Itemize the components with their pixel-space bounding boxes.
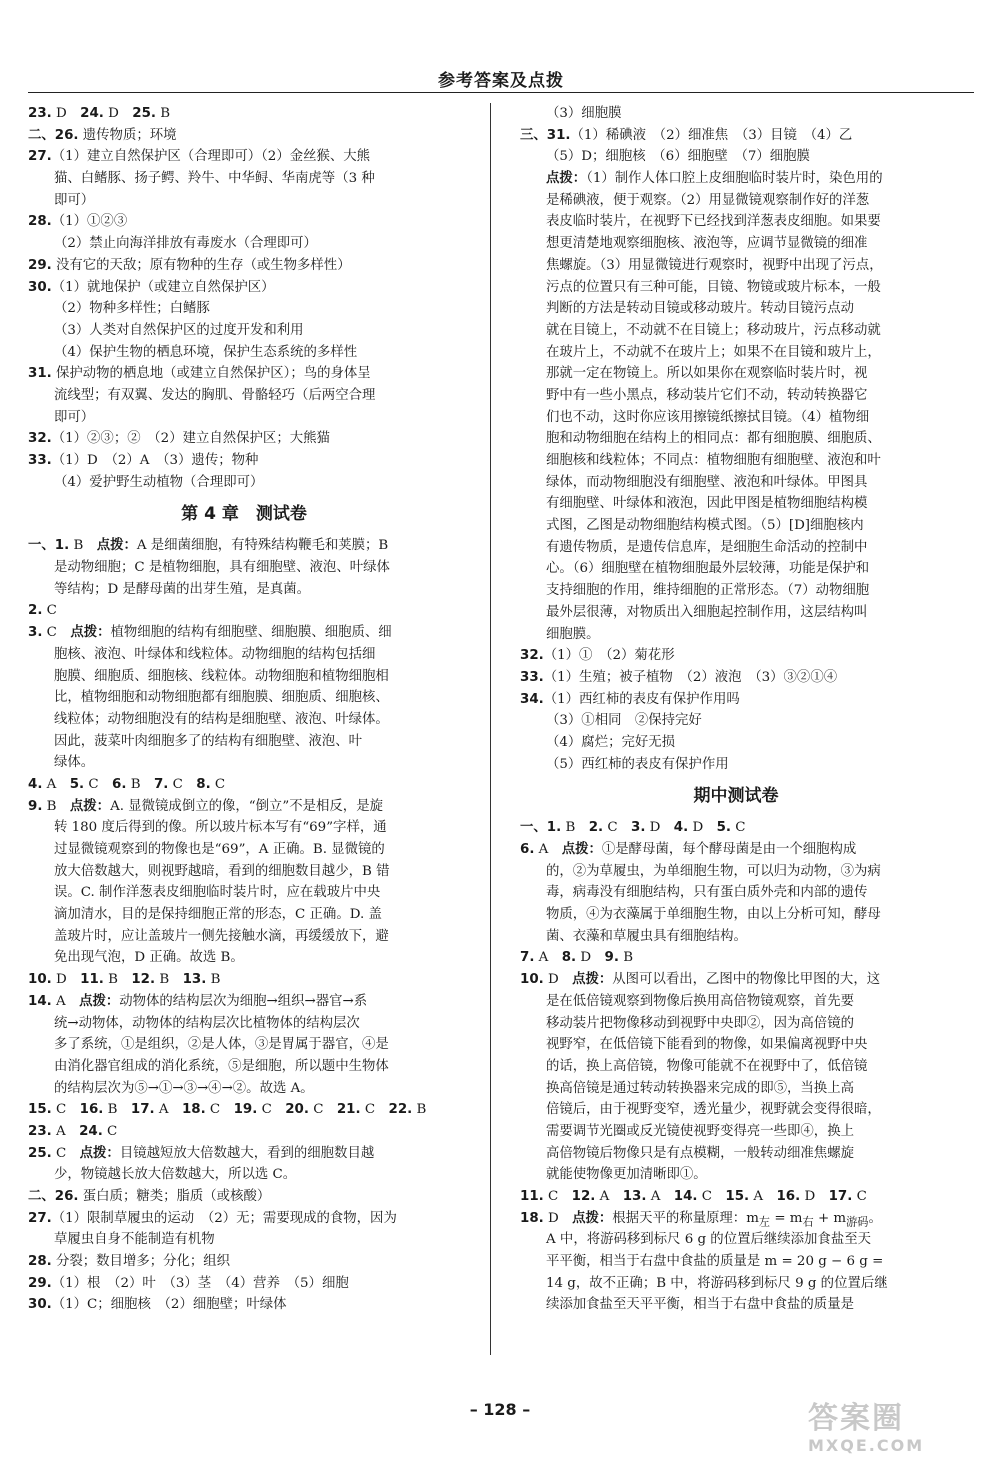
answer-line: 少，物镜越长放大倍数越大，所以选 C。: [54, 1167, 297, 1183]
answer-line: 25. C 点拨：目镜越短放大倍数越大，看到的细胞数目越: [28, 1145, 375, 1161]
answer-line: 是动物细胞；C 是植物细胞，具有细胞壁、液泡、叶绿体: [54, 560, 390, 576]
answer-line: 34.（1）西红柿的表皮有保护作用吗: [520, 691, 740, 707]
answer-line: （2）物种多样性；白鳍豚: [54, 301, 210, 317]
answer-line: 28. 分裂；数目增多；分化；组织: [28, 1254, 231, 1270]
answer-line: 23. A 24. C: [28, 1123, 118, 1139]
answer-line: 污点的位置只有三种可能，目镜、物镜或玻片标本，一般: [546, 279, 881, 295]
answer-line: 心。（6）细胞壁在植物细胞最外层较薄，功能是保护和: [546, 561, 870, 577]
answer-line: 就能使物像更加清晰即①。: [546, 1167, 707, 1183]
answer-line: 是在低倍镜观察到物像后换用高倍物镜观察，首先要: [546, 993, 854, 1009]
answer-line: （3）①相同 ②保持完好: [546, 713, 702, 729]
answer-line: A 中，将游码移到标尺 6 g 的位置后继续添加食盐至天: [546, 1232, 871, 1248]
answer-line: 有细胞壁、叶绿体和液泡，因此甲图是植物细胞结构模: [546, 496, 868, 512]
answer-line: 28.（1）①②③: [28, 214, 128, 230]
answer-line: 9. B 点拨：A. 显微镜成倒立的像，“倒立”不是相反，是旋: [28, 798, 383, 814]
answer-line: 18. D 点拨：根据天平的称量原理：$m_左 = m_右 + m_{游码}$。: [520, 1210, 882, 1229]
answer-line: 物质，④为衣藻属于单细胞生物，由以上分析可知，酵母: [546, 907, 881, 923]
header-rule: [28, 92, 974, 93]
answer-line: 续添加食盐至天平平衡，相当于右盘中食盐的质量是: [546, 1297, 854, 1313]
answer-line: 23. D 24. D 25. B: [28, 106, 171, 121]
answer-line: 由消化器官组成的消化系统，⑤是细胞，所以题中生物体: [54, 1058, 389, 1074]
answer-line: 视野窄，在低倍镜下能看到的物像，如果偏离视野中央: [546, 1037, 868, 1053]
answer-line: 15. C 16. B 17. A 18. C 19. C 20. C 21. C 22. B: [28, 1102, 427, 1118]
answer-line: 3. C 点拨：植物细胞的结构有细胞壁、细胞膜、细胞质、细: [28, 625, 392, 641]
answer-line: 移动装片把物像移动到视野中央即②，因为高倍镜的: [546, 1015, 854, 1031]
answer-line: 胞核、液泡、叶绿体和线粒体。动物细胞的结构包括细: [54, 646, 376, 662]
answer-line: 线粒体；动物细胞没有的结构是细胞壁、液泡、叶绿体。: [54, 711, 389, 727]
answer-line: 14. A 点拨：动物体的结构层次为细胞→组织→器官→系: [28, 993, 368, 1009]
answer-line: 统→动物体，动物体的结构层次比植物体的结构层次: [54, 1015, 360, 1031]
answer-line: 4. A 5. C 6. B 7. C 8. C: [28, 776, 226, 792]
page-header-title: 参考答案及点拨: [438, 71, 564, 91]
answer-line: 需要调节光圈或反光镜使视野变得亮一些即④，换上: [546, 1123, 854, 1139]
answer-line: 细胞核和线粒体；不同点：植物细胞有细胞壁、液泡和叶: [546, 453, 881, 468]
answer-line: 即可）: [54, 192, 95, 208]
answer-line: 33.（1）生殖；被子植物 （2）液泡 （3）③②①④: [520, 669, 838, 685]
answer-line: 10. D 点拨：从图可以看出，乙图中的物像比甲图的大，这: [520, 972, 881, 988]
answer-line: 在玻片上，不动就不在玻片上；如果不在目镜和玻片上，: [546, 344, 881, 360]
answer-line: 32.（1）① （2）菊花形: [520, 648, 675, 664]
answer-line: 平平衡，相当于右盘中食盐的质量是 m = 20 g − 6 g =: [546, 1254, 884, 1270]
answer-line: 放大倍数越大，则视野越暗，看到的细胞数目越少，B 错: [54, 863, 390, 879]
answer-line: 倍镜后，由于视野变窄，透光量少，视野就会变得很暗，: [546, 1102, 881, 1118]
answer-line: 毒，病毒没有细胞结构，只有蛋白质外壳和内部的遗传: [546, 885, 868, 901]
answer-line: 的结构层次为⑤→①→③→④→②。故选 A。: [54, 1080, 314, 1096]
answer-line: （4）爱护野生动植物（合理即可）: [54, 474, 264, 490]
answer-line: （5）西红柿的表皮有保护作用: [546, 756, 729, 772]
answer-line: 29.（1）根 （2）叶 （3）茎 （4）营养 （5）细胞: [28, 1275, 349, 1291]
answer-line: 想更清楚地观察细胞核、液泡等，应调节显微镜的细准: [546, 236, 868, 252]
answer-line: （3）人类对自然保护区的过度开发和利用: [54, 322, 304, 338]
answer-line: 猫、白鳍豚、扬子鳄、羚牛、中华鲟、华南虎等（3 种: [54, 171, 375, 187]
answer-line: （4）保护生物的栖息环境，保护生态系统的多样性: [54, 344, 358, 360]
answer-line: 的话，换上高倍镜，物像可能就不在视野中了，低倍镜: [546, 1058, 868, 1074]
answer-line: 转 180 度后得到的像。所以玻片标本写有“69”字样，通: [54, 820, 387, 836]
answer-line: 30.（1）C；细胞核 （2）细胞壁；叶绿体: [28, 1297, 287, 1313]
answer-line: 点拨：（1）制作人体口腔上皮细胞临时装片时，染色用的: [546, 171, 883, 187]
left-column: [28, 103, 460, 1316]
column-divider: [490, 103, 491, 1355]
answer-line: 7. A 8. D 9. B: [520, 950, 634, 966]
answer-line: 二、26. 遗传物质；环境: [28, 127, 177, 143]
answer-line: （2）禁止向海洋排放有毒废水（合理即可）: [54, 236, 317, 252]
answer-line: 判断的方法是转动目镜或移动玻片。转动目镜污点动: [546, 301, 854, 317]
answer-line: 6. A 点拨：①是酵母菌，每个酵母菌是由一个细胞构成: [520, 842, 857, 857]
answer-line: 31. 保护动物的栖息地（或建立自然保护区）；鸟的身体呈: [28, 366, 371, 382]
section-title: 期中测试卷: [693, 786, 779, 807]
answer-line: 11. C 12. A 13. A 14. C 15. A 16. D 17. C: [520, 1189, 867, 1204]
answer-line: 过显微镜观察到的物像也是“69”，A 正确。B. 显微镜的: [54, 842, 385, 857]
answer-line: 换高倍镜是通过转动转换器来完成的即⑤，当换上高: [546, 1080, 854, 1096]
watermark-line1: 答案圈: [808, 1401, 904, 1436]
answer-line: 一、1. B 2. C 3. D 4. D 5. C: [520, 820, 746, 836]
answer-line: （4）腐烂；完好无损: [546, 734, 676, 750]
watermark-line2: MXQE.COM: [808, 1436, 925, 1455]
answer-line: 三、31.（1）稀碘液 （2）细准焦 （3）目镜 （4）乙: [520, 127, 853, 143]
answer-line: 滴加清水，目的是保持细胞正常的形态，C 正确。D. 盖: [54, 907, 382, 923]
answer-line: 30.（1）就地保护（或建立自然保护区）: [28, 279, 275, 295]
answer-line: 菌、衣藻和草履虫具有细胞结构。: [546, 928, 747, 944]
answer-line: 33.（1）D （2）A （3）遗传；物种: [28, 453, 259, 468]
answer-line: 表皮临时装片，在视野下已经找到洋葱表皮细胞。如果要: [546, 214, 881, 230]
answer-line: 式图，乙图是动物细胞结构模式图。（5）[D]细胞核内: [546, 518, 864, 534]
answer-line: 14 g，故不正确；B 中，将游码移到标尺 9 g 的位置后继: [546, 1275, 888, 1291]
answer-line: 胞和动物细胞在结构上的相同点：都有细胞膜、细胞质、: [546, 431, 881, 447]
answer-line: 的，②为草履虫，为单细胞生物，可以归为动物，③为病: [546, 863, 881, 879]
right-column: [520, 103, 952, 1316]
answer-line: 多了系统，①是组织，②是人体，③是胃属于器官，④是: [54, 1037, 389, 1053]
answer-line: 免出现气泡，D 正确。故选 B。: [54, 950, 244, 966]
answer-line: 27.（1）建立自然保护区（合理即可）（2）金丝猴、大熊: [28, 149, 371, 165]
answer-line: 比，植物细胞和动物细胞都有细胞膜、细胞质、细胞核、: [54, 690, 389, 706]
answer-line: 支持细胞的作用，维持细胞的正常形态。（7）动物细胞: [546, 583, 870, 599]
answer-line: 即可）: [54, 409, 95, 425]
answer-line: 是稀碘液，便于观察。（2）用显微镜观察制作好的洋葱: [546, 192, 870, 208]
section-title: 第 4 章 测试卷: [181, 504, 307, 525]
answer-line: 流线型；有双翼、发达的胸肌、骨骼轻巧（后两空合理: [54, 387, 376, 403]
answer-line: 27.（1）限制草履虫的运动 （2）无；需要现成的食物，因为: [28, 1210, 397, 1226]
answer-line: 就在目镜上，不动就不在目镜上；移动玻片，污点移动就: [546, 322, 881, 338]
answer-line: 焦螺旋。（3）用显微镜进行观察时，视野中出现了污点，: [546, 257, 883, 273]
answer-line: 有遗传物质，是遗传信息库，是细胞生命活动的控制中: [546, 539, 868, 555]
answer-line: 那就一定在物镜上。所以如果你在观察临时装片时，视: [546, 366, 868, 382]
answer-line: 29. 没有它的天敌；原有物种的生存（或生物多样性）: [28, 257, 351, 273]
answer-line: 二、26. 蛋白质；糖类；脂质（或核酸）: [28, 1189, 271, 1204]
watermark-logo: [808, 1402, 988, 1462]
answer-line: （3）细胞膜: [546, 106, 622, 121]
answer-line: 因此，菠菜叶肉细胞多了的结构有细胞壁、液泡、叶: [54, 733, 362, 749]
answer-line: 高倍物镜后物像只是有点模糊，一般转动细准焦螺旋: [546, 1145, 854, 1161]
answer-line: 草履虫自身不能制造有机物: [54, 1232, 215, 1248]
answer-line: 细胞膜。: [546, 626, 600, 642]
answer-line: 一、1. B 点拨：A 是细菌细胞，有特殊结构鞭毛和荚膜；B: [28, 538, 389, 554]
answer-line: 盖玻片时，应让盖玻片一侧先接触水滴，再缓缓放下，避: [54, 928, 389, 944]
answer-line: 胞膜、细胞质、细胞核、线粒体。动物细胞和植物细胞相: [54, 668, 389, 684]
answer-line: 10. D 11. B 12. B 13. B: [28, 972, 221, 988]
answer-line: 绿体，而动物细胞没有细胞壁、液泡和叶绿体。甲图具: [546, 474, 868, 490]
answer-line: 们也不动，这时你应该用擦镜纸擦拭目镜。（4）植物细: [546, 409, 870, 425]
page-number: – 128 –: [469, 1400, 531, 1419]
answer-line: 误。C. 制作洋葱表皮细胞临时装片时，应在载玻片中央: [54, 885, 381, 901]
answer-line: 2. C: [28, 603, 57, 619]
answer-line: 等结构；D 是酵母菌的出芽生殖，是真菌。: [54, 581, 311, 597]
answer-line: 32.（1）②③；② （2）建立自然保护区；大熊猫: [28, 431, 330, 447]
answer-line: （5）D；细胞核 （6）细胞壁 （7）细胞膜: [546, 149, 810, 165]
answer-line: 绿体。: [54, 755, 95, 771]
answer-line: 最外层很薄，对物质出入细胞起控制作用，这层结构叫: [546, 604, 868, 620]
answer-line: 野中有一些小黑点，移动装片它们不动，转动转换器它: [546, 387, 868, 403]
